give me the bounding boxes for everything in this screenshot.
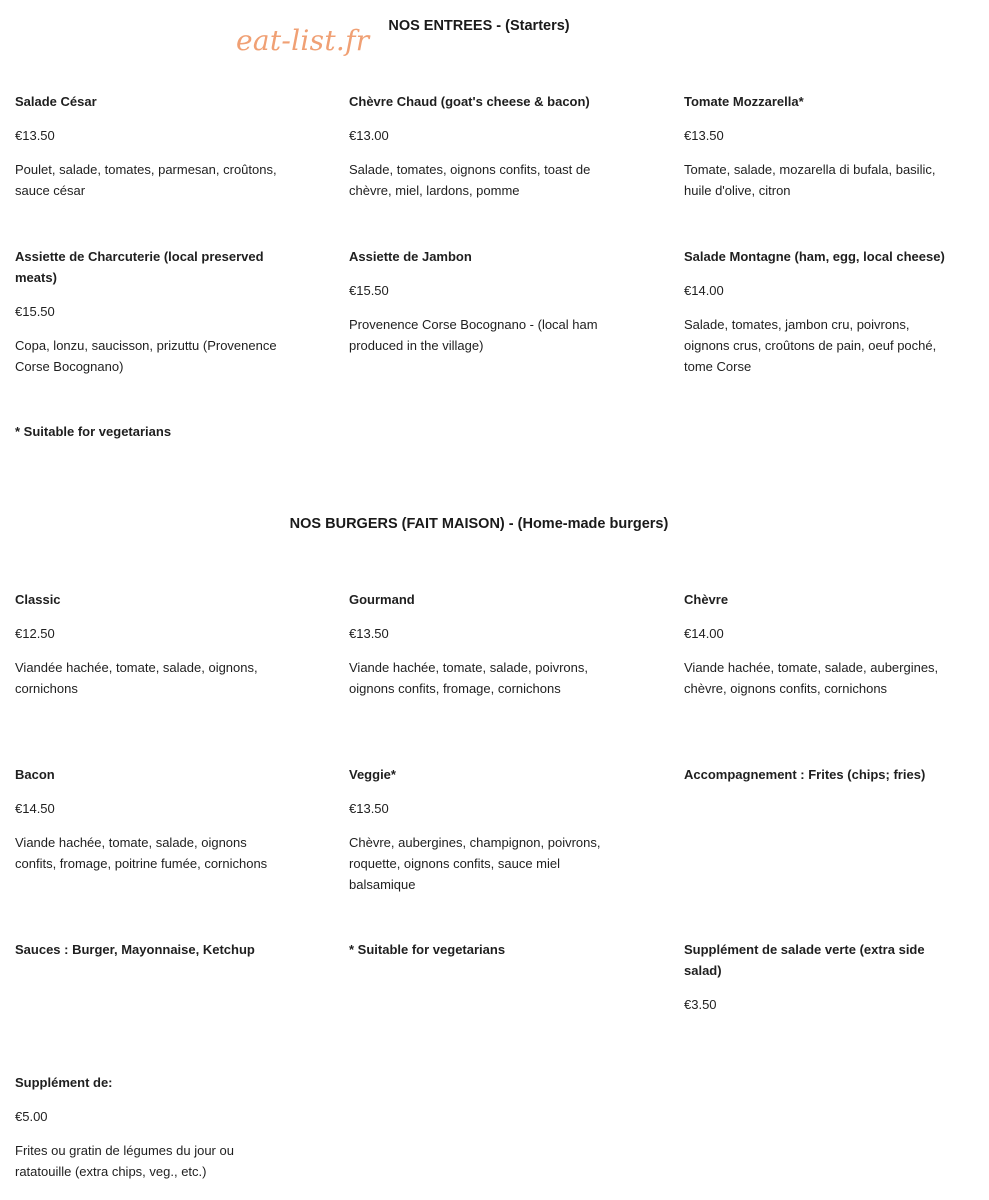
- item-description: Poulet, salade, tomates, parmesan, croûtons, sauce césar: [15, 162, 277, 198]
- item-price: €14.00: [684, 283, 724, 298]
- item-name: Sauces : Burger, Mayonnaise, Ketchup: [15, 942, 255, 957]
- item-price: €13.50: [349, 801, 389, 816]
- item-price: €14.00: [684, 626, 724, 641]
- item-price: €15.50: [15, 304, 55, 319]
- item-name: Salade César: [15, 94, 97, 109]
- menu-item: [684, 91, 954, 201]
- item-name: Tomate Mozzarella*: [684, 94, 804, 109]
- item-price: €3.50: [684, 997, 717, 1012]
- item-description: Salade, tomates, oignons confits, toast de chèvre, miel, lardons, pomme: [349, 162, 591, 198]
- item-name: Supplément de salade verte (extra side salad): [684, 942, 925, 978]
- menu-item: [349, 764, 619, 895]
- menu-item: [15, 91, 285, 201]
- menu-item: [684, 764, 954, 785]
- item-name: Veggie*: [349, 767, 396, 782]
- item-name: Accompagnement : Frites (chips; fries): [684, 767, 926, 782]
- item-price: €13.00: [349, 128, 389, 143]
- item-description: Viande hachée, tomate, salade, oignons confits, fromage, poitrine fumée, cornichons: [15, 835, 268, 871]
- item-name: Classic: [15, 592, 61, 607]
- item-name: Gourmand: [349, 592, 415, 607]
- item-description: Chèvre, aubergines, champignon, poivrons, roquette, oignons confits, sauce miel balsamique: [349, 835, 601, 892]
- menu-item: [349, 91, 619, 201]
- item-price: €15.50: [349, 283, 389, 298]
- menu-item: [15, 764, 285, 874]
- section-title-burgers: NOS BURGERS (FAIT MAISON) - (Home-made burgers): [289, 516, 669, 532]
- menu-item: [15, 246, 285, 377]
- menu-item: [15, 1072, 285, 1182]
- menu-item: [349, 939, 619, 960]
- item-price: €14.50: [15, 801, 55, 816]
- item-description: Viandée hachée, tomate, salade, oignons, cornichons: [15, 660, 258, 696]
- item-name: Chèvre Chaud (goat's cheese & bacon): [349, 94, 590, 109]
- item-name: Salade Montagne (ham, egg, local cheese): [684, 249, 945, 264]
- item-name: Chèvre: [684, 592, 729, 607]
- item-name: Supplément de:: [15, 1075, 113, 1090]
- menu-item: [15, 589, 285, 699]
- section-title-starters: NOS ENTREES - (Starters): [388, 18, 570, 34]
- menu-item: [349, 589, 619, 699]
- item-price: €13.50: [15, 128, 55, 143]
- item-description: Viande hachée, tomate, salade, poivrons, oignons confits, fromage, cornichons: [349, 660, 588, 696]
- item-name: Bacon: [15, 767, 55, 782]
- item-price: €12.50: [15, 626, 55, 641]
- item-description: Viande hachée, tomate, salade, aubergines, chèvre, oignons confits, cornichons: [684, 660, 939, 696]
- item-name: Assiette de Jambon: [349, 249, 472, 264]
- item-price: €13.50: [684, 128, 724, 143]
- vegetarian-note: * Suitable for vegetarians: [15, 424, 172, 439]
- item-price: €5.00: [15, 1109, 48, 1124]
- watermark-logo: eat-list.fr: [236, 24, 370, 57]
- item-description: Frites ou gratin de légumes du jour ou ratatouille (extra chips, veg., etc.): [15, 1143, 234, 1179]
- menu-item: [349, 246, 619, 356]
- vegetarian-note: * Suitable for vegetarians: [349, 942, 506, 957]
- menu-item: [684, 246, 954, 377]
- item-name: Assiette de Charcuterie (local preserved meats): [15, 249, 264, 285]
- item-price: €13.50: [349, 626, 389, 641]
- item-description: Salade, tomates, jambon cru, poivrons, oignons crus, croûtons de pain, oeuf poché, tome Corse: [684, 317, 937, 374]
- menu-item: [684, 589, 954, 699]
- menu-item: [684, 939, 954, 1015]
- item-description: Copa, lonzu, saucisson, prizuttu (Provenence Corse Bocognano): [15, 338, 277, 374]
- item-description: Tomate, salade, mozarella di bufala, basilic, huile d'olive, citron: [684, 162, 936, 198]
- menu-item: [15, 939, 285, 960]
- item-description: Provenence Corse Bocognano - (local ham produced in the village): [349, 317, 598, 353]
